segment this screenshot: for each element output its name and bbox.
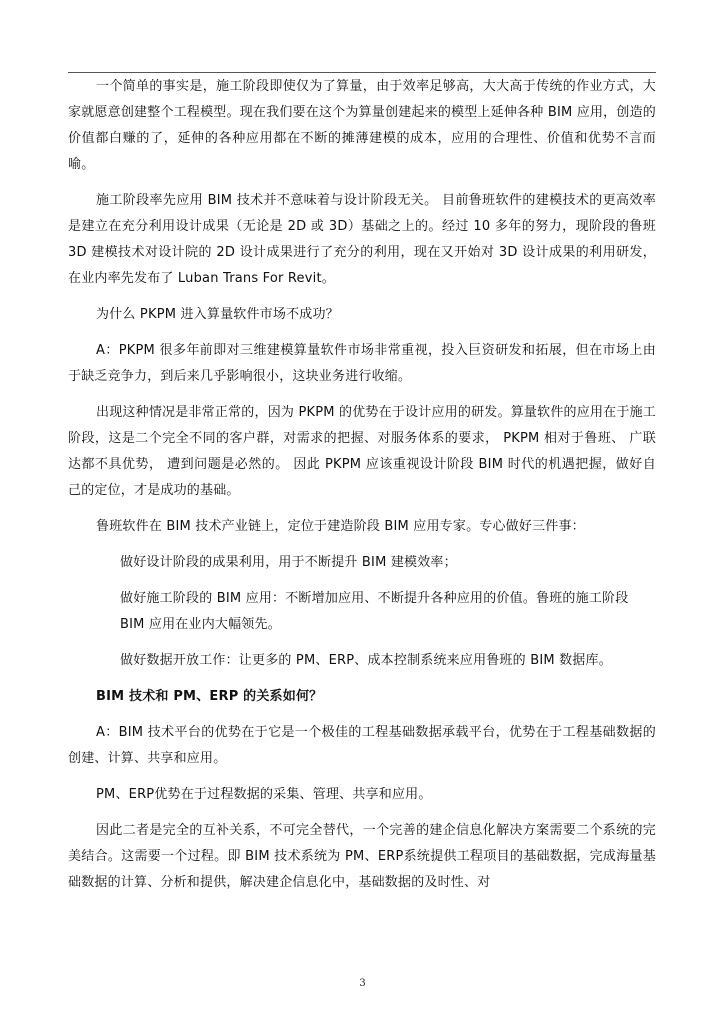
header-rule [68,72,656,73]
task-item-2: 做好施工阶段的 BIM 应用：不断增加应用、不断提升各种应用的价值。鲁班的施工阶段 BIM 应用在业内大幅领先。 [120,591,629,632]
question-bim-pm-erp: BIM 技术和 PM、ERP 的关系如何？ [96,689,323,704]
paragraph-2: 施工阶段率先应用 BIM 技术并不意味着与设计阶段无关。 目前鲁班软件的建模技术的更高效率是建立在充分利用设计成果（无论是 2D 或 3D）基础之上的。经过 10 多年的努力，现阶段的鲁班 3D 建模技术对设计院的 2D 设计成果进行了充分的利用，现在又开始对 3D 设计成果的利用研发，在业内率先发布了 Luban Trans For Revit。 [68,193,656,286]
task-item-3: 做好数据开放工作：让更多的 PM、ERP、成本控制系统来应用鲁班的 BIM 数据库。 [120,653,612,668]
paragraph-complement: 因此二者是完全的互补关系，不可完全替代，一个完善的建企信息化解决方案需要二个系统的完美结合。这需要一个过程。即 BIM 技术系统为 PM、ERP系统提供工程项目的基础数据，完成海量基础数据的计算、分析和提供，解决建企信息化中，基础数据的及时性、对 [68,823,656,890]
answer-bim-platform: A：BIM 技术平台的优势在于它是一个极佳的工程基础数据承载平台，优势在于工程基础数据的创建、计算、共享和应用。 [68,725,656,766]
paragraph-pkpm-analysis: 出现这种情况是非常正常的，因为 PKPM 的优势在于设计应用的研发。算量软件的应用在于施工阶段，这是二个完全不同的客户群，对需求的把握、对服务体系的要求， PKPM 相对于鲁班、 广联达都不具优势， 遭到问题是必然的。 因此 PKPM 应该重视设计阶段 BIM 时代的机遇把握，做好自己的定位，才是成功的基础。 [68,405,656,498]
paragraph-1: 一个简单的事实是，施工阶段即使仅为了算量，由于效率足够高，大大高于传统的作业方式，大家就愿意创建整个工程模型。现在我们要在这个为算量创建起来的模型上延伸各种 BIM 应用，创造的价值都白赚的了，延伸的各种应用都在不断的摊薄建模的成本，应用的合理性、价值和优势不言而喻。 [68,79,656,172]
question-pkpm: 为什么 PKPM 进入算量软件市场不成功？ [96,307,339,322]
task-item-1: 做好设计阶段的成果利用，用于不断提升 BIM 建模效率； [120,555,457,570]
paragraph-pm-erp: PM、ERP优势在于过程数据的采集、管理、共享和应用。 [96,787,432,802]
answer-pkpm: A：PKPM 很多年前即对三维建模算量软件市场非常重视，投入巨资研发和拓展，但在市场上由于缺乏竞争力，到后来几乎影响很小，这块业务进行收缩。 [68,343,656,384]
page-number: 3 [359,978,366,989]
paragraph-luban-positioning: 鲁班软件在 BIM 技术产业链上，定位于建造阶段 BIM 应用专家。专心做好三件事： [96,519,585,534]
document-body [68,74,656,906]
